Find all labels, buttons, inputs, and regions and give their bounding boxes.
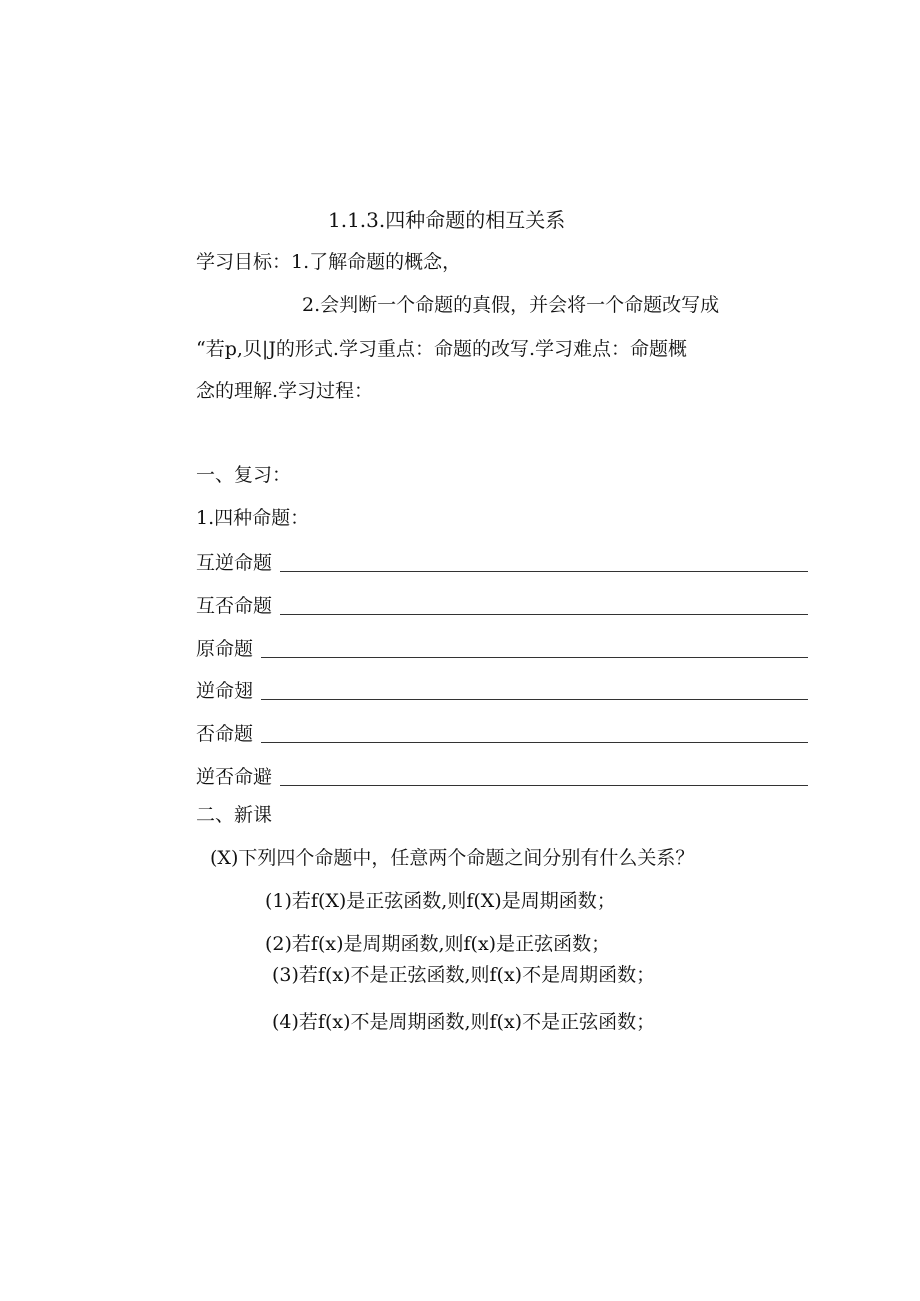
field-label: 互否命题 bbox=[196, 595, 273, 617]
fill-in-blank-line bbox=[261, 679, 808, 700]
key-points-line: “若p,贝|J的形式.学习重点：命题的改写.学习难点：命题概 bbox=[196, 338, 688, 360]
learning-goals-line: 学习目标：1.了解命题的概念， bbox=[196, 251, 462, 273]
fill-in-row-original bbox=[196, 633, 808, 661]
proposition-item: (2)若f(x)是周期函数,则f(x)是正弦函数； bbox=[265, 933, 611, 955]
fill-in-blank-line bbox=[261, 722, 808, 743]
fill-in-blank-line bbox=[280, 765, 808, 786]
fill-in-blank-line bbox=[280, 594, 808, 615]
learning-process-line: 念的理解.学习过程： bbox=[196, 380, 374, 402]
fill-in-row-converse bbox=[196, 675, 808, 703]
proposition-item: (3)若f(x)不是正弦函数,则f(x)不是周期函数； bbox=[272, 964, 656, 986]
proposition-item: (4)若f(x)不是周期函数,则f(x)不是正弦函数； bbox=[272, 1011, 656, 1033]
section-review-heading: 一、复习： bbox=[196, 464, 292, 486]
proposition-item: (1)若f(X)是正弦函数,则f(X)是周期函数； bbox=[265, 890, 616, 912]
question-text: (X)下列四个命题中，任意两个命题之间分别有什么关系？ bbox=[210, 847, 695, 869]
field-label: 原命题 bbox=[196, 638, 254, 660]
fill-in-blank-line bbox=[280, 551, 808, 572]
four-propositions-heading: 1.四种命题： bbox=[196, 507, 310, 529]
fill-in-row-inverse bbox=[196, 718, 808, 746]
fill-in-row-contrapositive bbox=[196, 761, 808, 789]
fill-in-row-mutual-negation bbox=[196, 590, 808, 618]
fill-in-row-mutual-converse bbox=[196, 547, 808, 575]
fill-in-blank-line bbox=[261, 637, 808, 658]
field-label: 互逆命题 bbox=[196, 552, 273, 574]
field-label: 逆否命避 bbox=[196, 766, 273, 788]
document-title: 1.1.3.四种命题的相互关系 bbox=[328, 208, 566, 232]
section-new-lesson-heading: 二、新课 bbox=[196, 804, 273, 826]
learning-goals-line-2: 2.会判断一个命题的真假，并会将一个命题改写成 bbox=[302, 294, 720, 316]
field-label: 逆命翅 bbox=[196, 680, 254, 702]
field-label: 否命题 bbox=[196, 723, 254, 745]
